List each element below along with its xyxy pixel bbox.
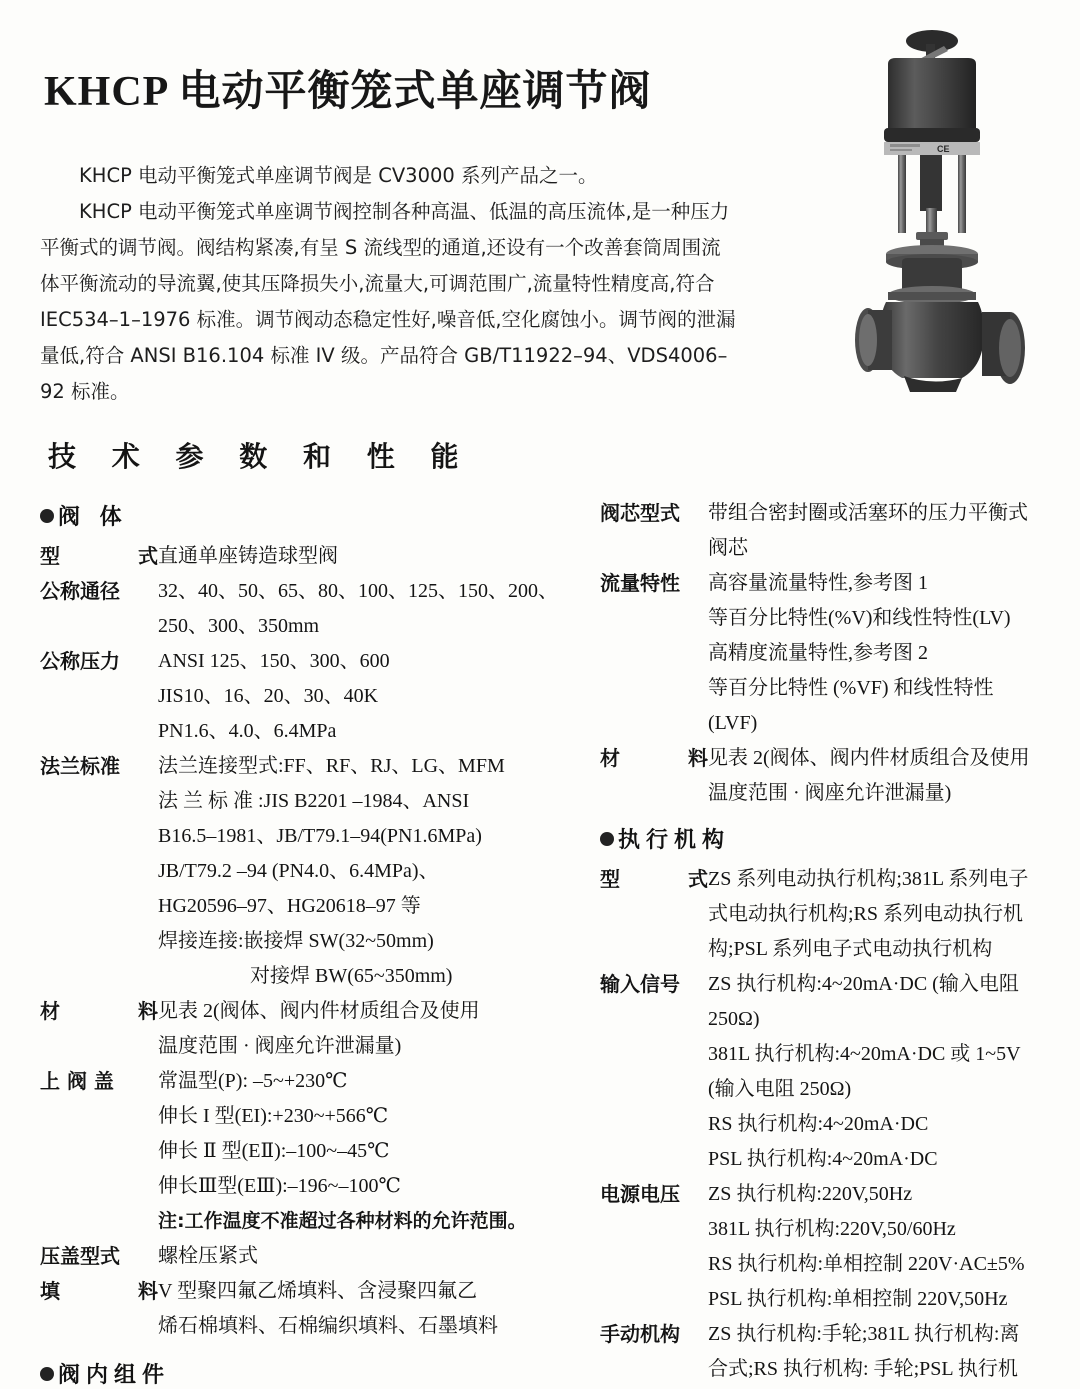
spec-value-line: ZS 执行机构:220V,50Hz	[708, 1183, 913, 1205]
spec-value-line: 伸长 I 型(EI):+230~+566℃	[158, 1105, 389, 1127]
spec-value-line: 250Ω)	[708, 1008, 760, 1030]
spec-label: 上 阀 盖	[40, 1069, 114, 1093]
bullet-head-label: 阀内组件	[58, 1363, 171, 1388]
spec-value-line: 合式;RS 执行机构: 手轮;PSL 执行机	[708, 1358, 1018, 1380]
spec-value	[708, 1177, 1070, 1317]
spec-value-line: 见表 2(阀体、阀内件材质组合及使用	[158, 1000, 480, 1022]
spec-label: 电源电压	[600, 1182, 680, 1206]
yoke-column-right	[958, 155, 966, 233]
spec-value-line: 高精度流量特性,参考图 2	[708, 642, 928, 664]
spec-value-line: 带组合密封圈或活塞环的压力平衡式	[708, 502, 1028, 524]
spec-value	[708, 1317, 1070, 1387]
spec-value-line: PSL 执行机构:单相控制 220V,50Hz	[708, 1288, 1008, 1310]
spec-value	[708, 566, 1070, 741]
spec-value-line: 250、300、350mm	[158, 615, 320, 637]
spec-value-line: 螺栓压紧式	[158, 1245, 258, 1267]
spec-value-line: 烯石棉填料、石棉编织填料、石墨填料	[158, 1315, 498, 1337]
valve-photograph	[832, 18, 1072, 438]
spec-value-line: 常温型(P): –5~+230℃	[158, 1070, 348, 1092]
spec-value	[158, 644, 570, 749]
spec-value-line: JIS10、16、20、30、40K	[158, 685, 379, 707]
spec-row	[600, 862, 1070, 967]
spec-label: 型 式	[600, 867, 708, 891]
left-spec-column	[40, 500, 570, 1389]
spec-value-line: 见表 2(阀体、阀内件材质组合及使用	[708, 747, 1030, 769]
spec-label: 阀芯型式	[600, 501, 680, 525]
valve-body	[880, 302, 984, 378]
spec-value-line: V 型聚四氟乙烯填料、含浸聚四氟乙	[158, 1280, 478, 1302]
spec-row	[40, 644, 570, 749]
spec-value-line: RS 执行机构:4~20mA·DC	[708, 1113, 929, 1135]
bullet-dot-icon	[40, 509, 54, 523]
spec-value-line: ZS 执行机构:手轮;381L 执行机构:离	[708, 1323, 1020, 1345]
spec-value-line: PSL 执行机构:4~20mA·DC	[708, 1148, 938, 1170]
spec-label: 压盖型式	[40, 1244, 120, 1268]
ce-mark-text: CE	[937, 144, 950, 154]
group-heading-valve-body	[40, 500, 570, 531]
spec-value	[158, 749, 570, 994]
bullet-head-label: 阀 体	[58, 505, 128, 530]
spec-row	[600, 967, 1070, 1177]
spec-value-line: ZS 执行机构:4~20mA·DC (输入电阻	[708, 973, 1019, 995]
spec-value-line: 高容量流量特性,参考图 1	[708, 572, 928, 594]
spec-row	[40, 1064, 570, 1239]
spec-value-line: B16.5–1981、JB/T79.1–94(PN1.6MPa)	[158, 825, 482, 847]
spec-value-line: 伸长Ⅲ型(EⅢ):–196~–100℃	[158, 1175, 401, 1197]
spec-row	[600, 1177, 1070, 1317]
spec-value	[708, 967, 1070, 1177]
spec-value-line: 等百分比特性 (%VF) 和线性特性	[708, 677, 994, 699]
stem-housing	[920, 155, 942, 211]
spec-row	[600, 741, 1070, 811]
spec-row	[40, 1239, 570, 1274]
spec-label: 公称压力	[40, 649, 120, 673]
spec-value	[158, 539, 570, 574]
spec-row	[40, 994, 570, 1064]
spec-label: 手动机构	[600, 1322, 680, 1346]
yoke-column-left	[898, 155, 906, 233]
spec-label: 型 式	[40, 544, 158, 568]
spec-value	[158, 1239, 570, 1274]
right-spec-column	[600, 496, 1070, 1387]
spec-value-line: 直通单座铸造球型阀	[158, 545, 338, 567]
spec-value-line: 伸长 Ⅱ 型(EⅡ):–100~–45℃	[158, 1140, 390, 1162]
spec-value-line: ZS 系列电动执行机构;381L 系列电子	[708, 868, 1029, 890]
spec-value-line: 注:工作温度不准超过各种材料的允许范围。	[158, 1210, 527, 1232]
spec-label: 填 料	[40, 1279, 158, 1303]
bullet-head-label: 执行机构	[618, 828, 731, 853]
spec-value-line: 32、40、50、65、80、100、125、150、200、	[158, 580, 558, 602]
bullet-dot-icon	[40, 1367, 54, 1381]
spec-row	[600, 496, 1070, 566]
spec-value	[158, 1064, 570, 1239]
spec-label: 材 料	[40, 999, 158, 1023]
spec-value-line: JB/T79.2 –94 (PN4.0、6.4MPa)、	[158, 860, 439, 882]
valve-stem	[926, 208, 937, 234]
valve-illustration	[832, 18, 1072, 438]
spec-value-line: HG20596–97、HG20618–97 等	[158, 895, 421, 917]
spec-label: 输入信号	[600, 972, 680, 996]
spec-label: 法兰标准	[40, 754, 120, 778]
spec-value-line: 对接焊 BW(65~350mm)	[250, 965, 453, 987]
spec-value-line: 381L 执行机构:220V,50/60Hz	[708, 1218, 956, 1240]
spec-value-line: (LVF)	[708, 712, 758, 734]
spec-value-line: PN1.6、4.0、6.4MPa	[158, 720, 337, 742]
spec-value-line: 阀芯	[708, 537, 748, 559]
spec-row	[40, 539, 570, 574]
spec-value-line: 式电动执行机构;RS 系列电动执行机	[708, 903, 1024, 925]
spec-value-line: 构;PSL 系列电子式电动执行机构	[708, 938, 993, 960]
spec-row	[40, 749, 570, 994]
spec-row	[40, 574, 570, 644]
intro-paragraph-1: KHCP 电动平衡笼式单座调节阀是 CV3000 系列产品之一。	[79, 164, 598, 187]
spec-value-line: (输入电阻 250Ω)	[708, 1078, 852, 1100]
intro-paragraphs	[40, 158, 740, 410]
spec-label: 材 料	[600, 746, 708, 770]
spec-value-line: 温度范围 · 阀座允许泄漏量)	[708, 782, 952, 804]
page-title: KHCP 电动平衡笼式单座调节阀	[44, 69, 652, 115]
spec-value	[708, 496, 1070, 566]
spec-value-line: 法 兰 标 准 :JIS B2201 –1984、ANSI	[158, 790, 470, 812]
spec-row	[40, 1274, 570, 1344]
section-title: 技 术 参 数 和 性 能	[48, 440, 472, 473]
group-heading-trim	[40, 1358, 570, 1389]
spec-value-line: RS 执行机构:单相控制 220V·AC±5%	[708, 1253, 1025, 1275]
intro-paragraph-2: KHCP 电动平衡笼式单座调节阀控制各种高温、低温的高压流体,是一种压力平衡式的调节阀。阀结构紧凑,有呈 S 流线型的通道,还设有一个改善套筒周围流体平衡流动的导流翼,使其压降损失小,流量大,可调范围广,流量特性精度高,符合 IEC534–1–1976 标准。调节阀动态稳定性好,噪音低,空化腐蚀小。调节阀的泄漏量低,符合 ANSI B16.104 标准 IV 级。产品符合 GB/T11922–94、VDS4006–92 标准。	[40, 200, 736, 403]
bullet-dot-icon	[600, 832, 614, 846]
spec-value-line: 温度范围 · 阀座允许泄漏量)	[158, 1035, 402, 1057]
spec-value	[708, 741, 1070, 811]
spec-value	[708, 862, 1070, 967]
packing-box	[902, 258, 962, 290]
spec-row	[600, 566, 1070, 741]
group-heading-actuator	[600, 823, 1070, 854]
spec-value-line: 法兰连接型式:FF、RF、RJ、LG、MFM	[158, 755, 505, 777]
spec-value	[158, 574, 570, 644]
spec-value-line: 381L 执行机构:4~20mA·DC 或 1~5V	[708, 1043, 1021, 1065]
spec-label: 公称通径	[40, 579, 120, 603]
spec-label: 流量特性	[600, 571, 680, 595]
spec-value-line: 焊接连接:嵌接焊 SW(32~50mm)	[158, 930, 434, 952]
spec-value	[158, 994, 570, 1064]
spec-value	[158, 1274, 570, 1344]
spec-value-line: 等百分比特性(%V)和线性特性(LV)	[708, 607, 1011, 629]
valve-bottom	[904, 376, 962, 392]
ce-label	[884, 142, 980, 155]
spec-row	[600, 1317, 1070, 1387]
spec-value-line: ANSI 125、150、300、600	[158, 650, 390, 672]
